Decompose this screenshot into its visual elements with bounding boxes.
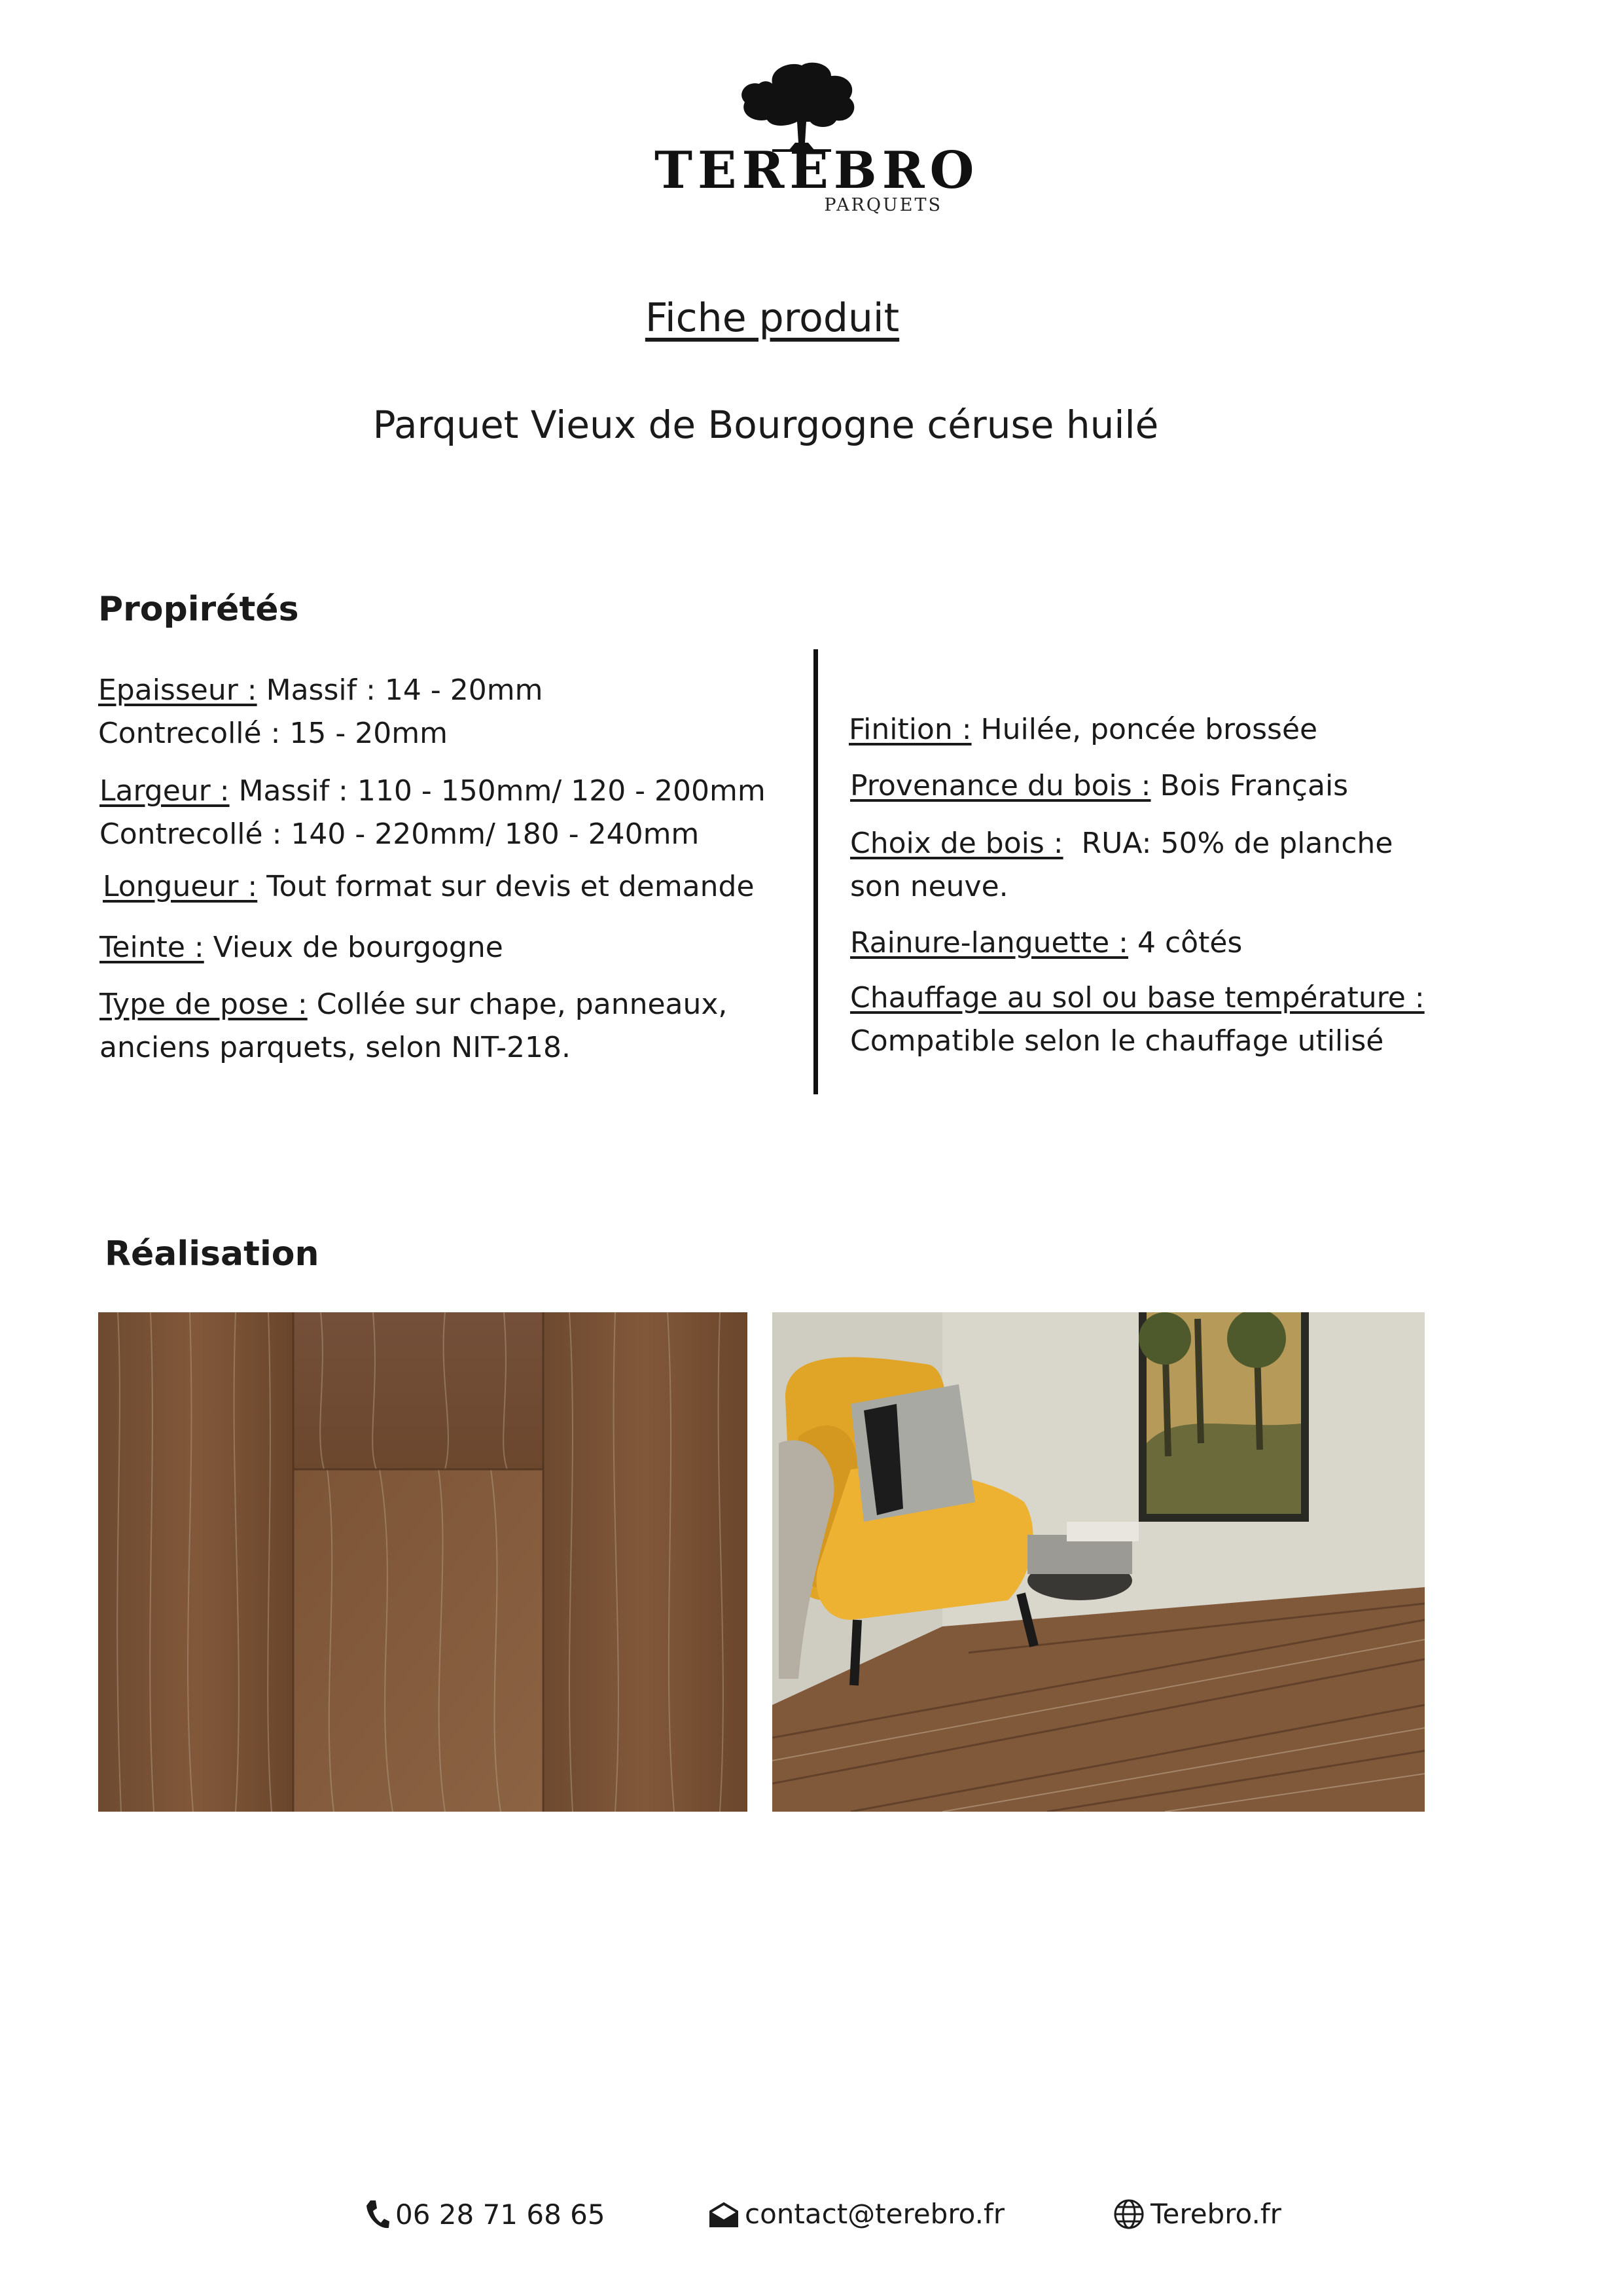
property-length xyxy=(103,865,790,908)
properties-heading: Propirétés xyxy=(98,590,299,629)
email-address: contact@terebro.fr xyxy=(745,2198,1005,2230)
property-value: Vieux de bourgogne xyxy=(204,931,503,964)
property-tongue-groove xyxy=(850,922,1537,965)
property-value: Massif : 14 - 20mm xyxy=(257,673,543,707)
document-title: Fiche produit xyxy=(645,295,900,341)
property-label: Provenance du bois : xyxy=(850,769,1151,802)
property-label: Teinte : xyxy=(99,931,204,964)
column-divider xyxy=(813,649,818,1094)
property-label: Longueur : xyxy=(103,870,258,903)
property-value: Bois Français xyxy=(1150,769,1349,802)
property-value: Tout format sur devis et demande xyxy=(257,870,755,903)
phone-icon xyxy=(365,2199,390,2231)
property-value: Massif : 110 - 150mm/ 120 - 200mm xyxy=(229,774,766,808)
property-value-extra: anciens parquets, selon NIT-218. xyxy=(99,1031,571,1064)
realisation-heading: Réalisation xyxy=(105,1234,319,1274)
property-finish xyxy=(849,708,1536,751)
property-value: 4 côtés xyxy=(1128,926,1243,960)
property-value-extra: Compatible selon le chauffage utilisé xyxy=(850,1024,1384,1058)
property-width xyxy=(99,770,787,856)
product-name: Parquet Vieux de Bourgogne céruse huilé xyxy=(372,403,1159,447)
phone-contact[interactable] xyxy=(365,2199,605,2231)
property-label: Rainure-languette : xyxy=(850,926,1128,960)
envelope-icon xyxy=(708,2201,740,2227)
property-origin xyxy=(850,764,1537,808)
property-label: Epaisseur : xyxy=(98,673,257,707)
property-value: Collée sur chape, panneaux, xyxy=(307,988,728,1021)
property-value-extra: son neuve. xyxy=(850,870,1008,903)
email-contact[interactable] xyxy=(708,2200,1005,2228)
property-label: Finition : xyxy=(849,713,972,746)
globe-icon xyxy=(1113,2198,1145,2231)
phone-number: 06 28 71 68 65 xyxy=(395,2198,605,2231)
property-installation xyxy=(99,983,787,1069)
property-label: Choix de bois : xyxy=(850,827,1063,860)
property-value-extra: Contrecollé : 140 - 220mm/ 180 - 240mm xyxy=(99,817,700,851)
property-value: Huilée, poncée brossée xyxy=(971,713,1318,746)
room-armchair-photo xyxy=(772,1312,1425,1812)
property-value-extra: Contrecollé : 15 - 20mm xyxy=(98,717,448,750)
wood-texture-photo xyxy=(98,1312,747,1812)
property-tint xyxy=(99,926,787,969)
property-label: Largeur : xyxy=(99,774,230,808)
property-label: Type de pose : xyxy=(99,988,308,1021)
brand-name: TEREBRO xyxy=(654,141,980,200)
property-thickness xyxy=(98,669,785,755)
property-floor-heating xyxy=(850,977,1537,1063)
brand-subtitle: PARQUETS xyxy=(824,195,942,215)
property-wood-choice xyxy=(850,822,1537,908)
property-value: RUA: 50% de planche xyxy=(1063,827,1393,860)
property-label: Chauffage au sol ou base température : xyxy=(850,981,1425,1014)
website-link[interactable] xyxy=(1113,2198,1281,2231)
website-url: Terebro.fr xyxy=(1150,2198,1281,2230)
